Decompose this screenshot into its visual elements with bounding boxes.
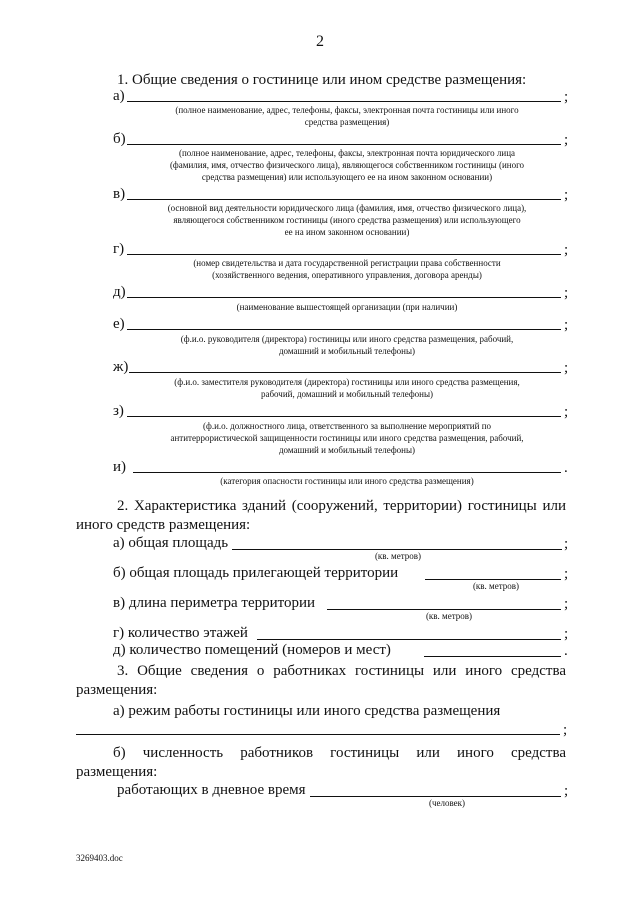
- item-i-fill-line[interactable]: [133, 472, 561, 473]
- item-d-end: ;: [564, 285, 569, 301]
- item-i-label: и): [113, 459, 127, 475]
- item-g-caption: (номер свидетельства и дата государственной регистрации права собственности (хозяйственного ведения, оперативного управления, договора аренды): [193, 258, 501, 280]
- item-b-caption: (полное наименование, адрес, телефоны, факсы, электронная почта юридического лица (фамилия, имя, отчество физического лица), являющегося собственником гостиницы (иного средства размещения) или использующего ее на ином законном основании): [169, 148, 525, 182]
- work-schedule-label: а) режим работы гостиницы или иного средства размещения: [113, 703, 501, 719]
- item-a-fill-line[interactable]: [127, 101, 561, 102]
- item-v-fill-line[interactable]: [127, 199, 561, 200]
- rooms-fill-line[interactable]: [424, 656, 561, 657]
- item-d-label: д): [113, 284, 126, 300]
- section1-heading: 1. Общие сведения о гостинице или ином средстве размещения:: [117, 72, 527, 88]
- item-zh-fill-line[interactable]: [129, 372, 561, 373]
- day-staff-end: ;: [564, 783, 569, 799]
- item-v-end: ;: [564, 187, 569, 203]
- item-i-caption: (категория опасности гостиницы или иного средства размещения): [220, 476, 474, 486]
- area-end: ;: [564, 536, 569, 552]
- item-g-label: г): [113, 241, 125, 257]
- footer-filename: 3269403.doc: [76, 853, 123, 863]
- section2-heading-line1: 2. Характеристика зданий (сооружений, территории) гостиницы или: [117, 498, 566, 514]
- item-g-end: ;: [564, 242, 569, 258]
- item-a-label: а): [113, 88, 125, 104]
- perimeter-caption: (кв. метров): [425, 611, 473, 621]
- item-z-caption: (ф.и.о. должностного лица, ответственного за выполнение мероприятий по антитеррористической защищенности гостиницы или иного средства размещения, рабочий, домашний и мобильный телефоны): [170, 421, 524, 455]
- item-e-label: е): [113, 316, 125, 332]
- item-zh-end: ;: [564, 360, 569, 376]
- item-z-end: ;: [564, 404, 569, 420]
- page-number: 2: [316, 33, 324, 50]
- perimeter-end: ;: [564, 596, 569, 612]
- staff-count-line2: размещения:: [76, 764, 158, 780]
- item-i-end: .: [564, 460, 568, 476]
- floors-fill-line[interactable]: [257, 639, 561, 640]
- work-schedule-end: ;: [563, 722, 568, 738]
- day-staff-label: работающих в дневное время: [117, 782, 306, 798]
- day-staff-caption: (человек): [428, 798, 466, 808]
- item-b-label: б): [113, 131, 126, 147]
- item-a-caption: (полное наименование, адрес, телефоны, факсы, электронная почта гостиницы или иного средства размещения): [175, 105, 519, 127]
- item-e-end: ;: [564, 317, 569, 333]
- item-zh-label: ж): [113, 359, 129, 375]
- item-d-caption: (наименование вышестоящей организации (при наличии): [236, 302, 458, 312]
- territory-area-caption: (кв. метров): [472, 581, 520, 591]
- perimeter-label: в) длина периметра территории: [113, 595, 316, 611]
- floors-end: ;: [564, 626, 569, 642]
- item-a-end: ;: [564, 89, 569, 105]
- item-v-label: в): [113, 186, 126, 202]
- area-caption: (кв. метров): [374, 551, 422, 561]
- item-zh-caption: (ф.и.о. заместителя руководителя (директора) гостиницы или иного средства размещения, рабочий, домашний и мобильный телефоны): [174, 377, 520, 399]
- section3-heading-line2: размещения:: [76, 682, 158, 698]
- staff-count-line1: б) численность работников гостиницы или иного средства: [113, 745, 566, 761]
- area-label: а) общая площадь: [113, 535, 229, 551]
- item-v-caption: (основной вид деятельности юридического лица (фамилия, имя, отчество физического лица), являющегося собственником гостиницы (иного средства размещения) или использующего ее на ином законном основании): [167, 203, 527, 237]
- item-z-fill-line[interactable]: [127, 416, 561, 417]
- item-e-fill-line[interactable]: [127, 329, 561, 330]
- item-b-fill-line[interactable]: [127, 144, 561, 145]
- floors-label: г) количество этажей: [113, 625, 248, 641]
- item-z-label: з): [113, 403, 124, 419]
- item-d-fill-line[interactable]: [127, 297, 561, 298]
- rooms-label: д) количество помещений (номеров и мест): [113, 642, 391, 658]
- section3-heading-line1: 3. Общие сведения о работниках гостиницы или иного средства: [117, 663, 566, 679]
- item-e-caption: (ф.и.о. руководителя (директора) гостиницы или иного средства размещения, рабочий, домашний и мобильный телефоны): [180, 334, 514, 356]
- section2-heading-line2: иного средств размещения:: [76, 517, 251, 533]
- rooms-end: .: [564, 643, 568, 659]
- item-g-fill-line[interactable]: [127, 254, 561, 255]
- territory-area-end: ;: [564, 566, 569, 582]
- item-b-end: ;: [564, 132, 569, 148]
- work-schedule-fill-line[interactable]: [76, 734, 560, 735]
- territory-area-label: б) общая площадь прилегающей территории: [113, 565, 399, 581]
